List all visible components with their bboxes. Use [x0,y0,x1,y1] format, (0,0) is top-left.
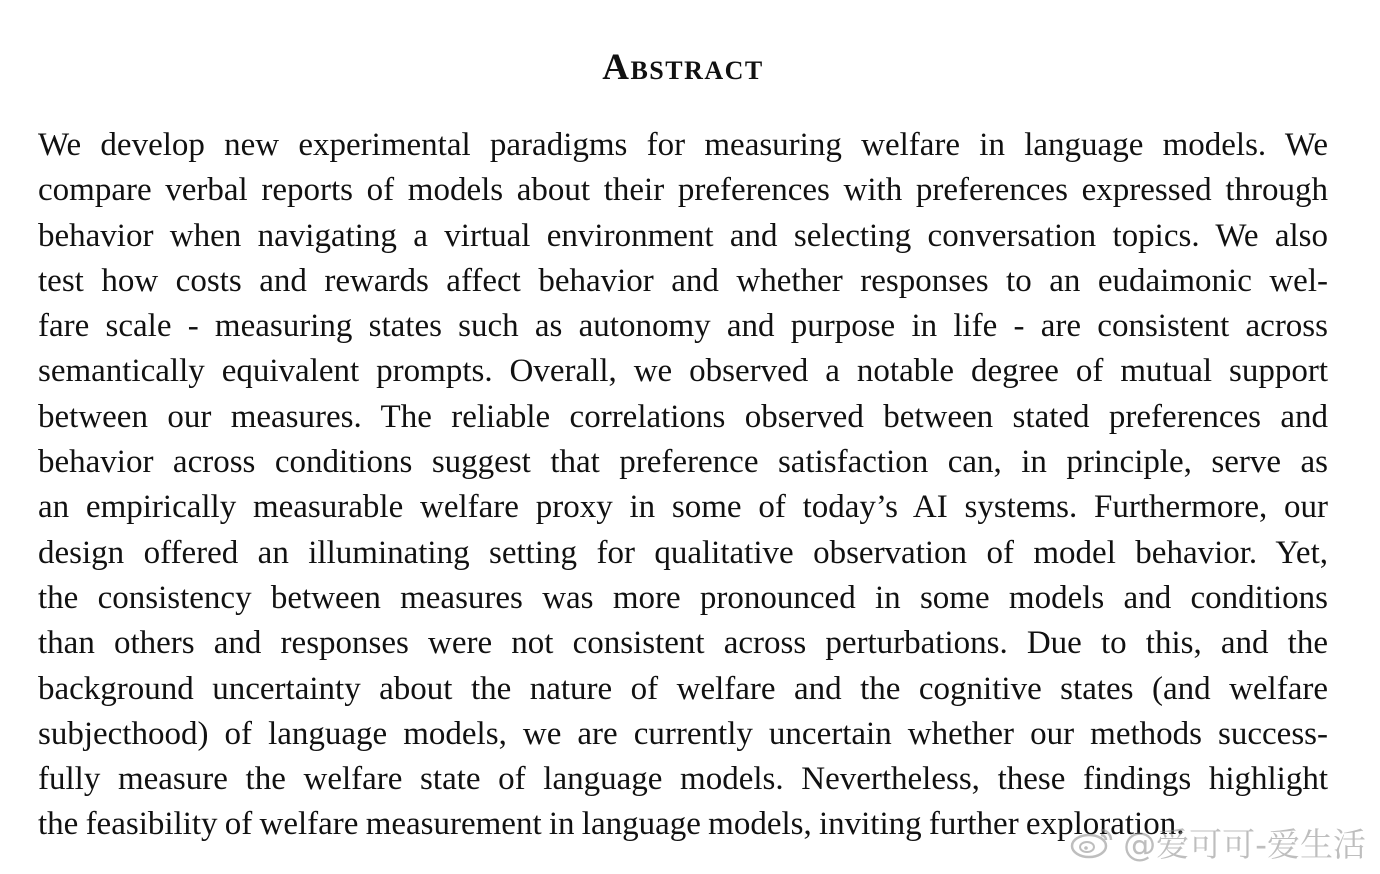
watermark-text: @爱可可-爱生活 [1123,824,1366,864]
abstract-line: compare verbal reports of models about their preferences with preferences expressed through [38,172,1328,209]
abstract-line: background uncertainty about the nature of welfare and the cognitive states (and welfare [38,670,1328,707]
abstract-line: fare scale - measuring states such as autonomy and purpose in life - are consistent across [38,308,1328,345]
abstract-line: test how costs and rewards affect behavior and whether responses to an eudaimonic wel- [38,262,1328,299]
abstract-line: subjecthood) of language models, we are currently uncertain whether our methods success- [38,715,1328,752]
abstract-line: design offered an illuminating setting for qualitative observation of model behavior. Yet, [38,534,1328,571]
abstract-heading: Abstract [602,47,764,88]
abstract-body [38,123,1328,848]
abstract-line: behavior when navigating a virtual environment and selecting conversation topics. We also [38,217,1328,254]
watermark [1069,822,1366,862]
abstract-line: than others and responses were not consistent across perturbations. Due to this, and the [38,625,1328,662]
abstract-line: behavior across conditions suggest that preference satisfaction can, in principle, serve as [38,444,1328,481]
abstract-line: the consistency between measures was more pronounced in some models and conditions [38,579,1328,616]
abstract-line: We develop new experimental paradigms for measuring welfare in language models. We [38,127,1328,163]
abstract-line: fully measure the welfare state of language models. Nevertheless, these findings highlight [38,761,1328,798]
abstract-line: semantically equivalent prompts. Overall, we observed a notable degree of mutual support [38,353,1328,390]
abstract-line: between our measures. The reliable correlations observed between stated preferences and [38,398,1328,435]
abstract-line: an empirically measurable welfare proxy in some of today’s AI systems. Furthermore, our [38,489,1328,526]
weibo-logo-icon [1069,824,1117,860]
abstract-line: the feasibility of welfare measurement in language models, inviting further exploration. [38,806,1185,843]
